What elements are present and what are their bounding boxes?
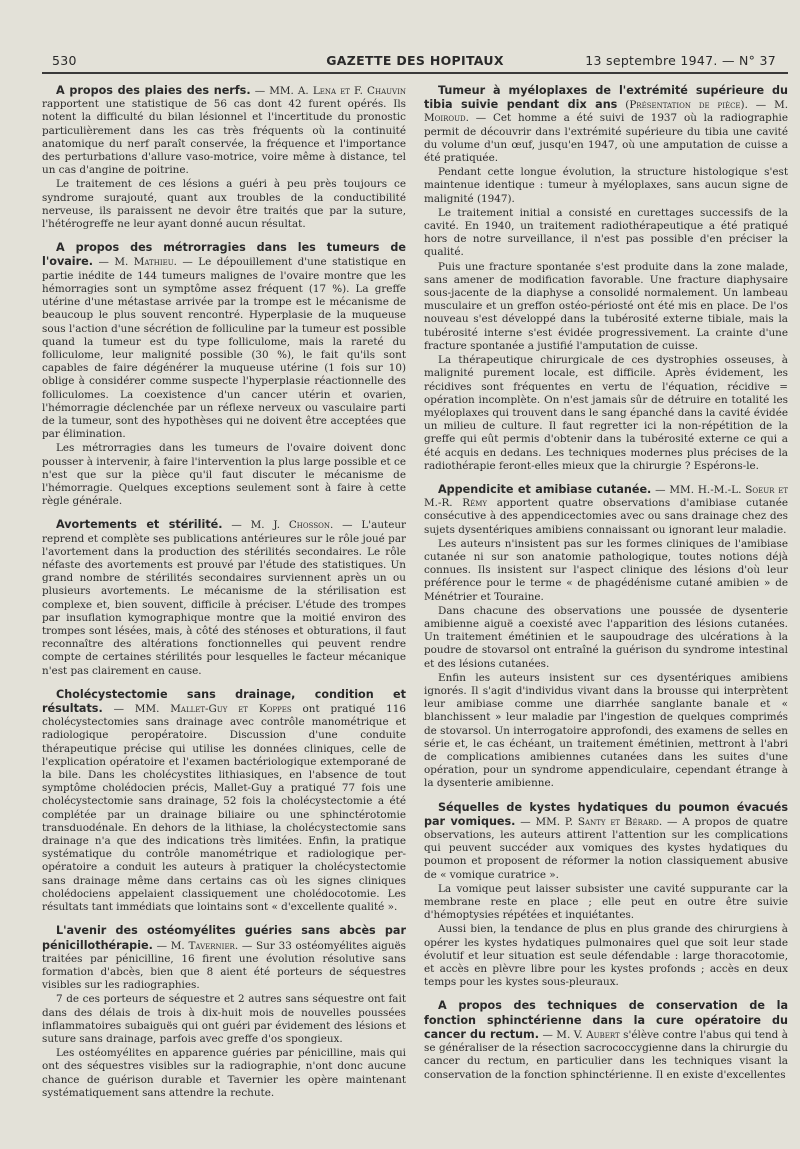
article-paragraph [42,924,406,992]
article-text: Dans chacune des observations une poussée de dysenterie amibienne aiguë a coexisté avec l'apparition des lésions cutanées. Un traitement émétinien et le saupoudrage des ulcérations à la poudre de stovarsol ont entraîné la guérison du syndrome intestinal et des lésions cutanées. [424,604,788,670]
article-text: Les auteurs n'insistent pas sur les formes cliniques de l'amibiase cutanée ni sur son anatomie pathologique, toutes notions déjà connues. Ils insistent sur l'aspect clinique des lésions d'où leur préférence pour le terme « de phagédénisme cutané amibien » de Ménétrier et Touraine. [424,537,788,603]
article-authors: — M. V. Aubert [542,1028,620,1041]
article-item [42,924,406,1100]
article-title: A propos des métrorragies dans les tumeurs de l'ovaire. [42,241,406,269]
article-paragraph [424,999,788,1081]
article-paragraph [424,207,788,260]
article-authors: — M. Tavernier. — [156,939,253,952]
article-text: Le traitement de ces lésions a guéri à peu près toujours ce syndrome surajouté, quant aux troubles de la conductibilité nerveuse, ils paraissent ne devoir être traités que par la suture, l'hétérogreffe ne leur ayant donné aucun résultat. [42,178,406,231]
article-item [42,518,406,677]
article-paragraph [424,883,788,923]
article-paragraph [424,672,788,791]
article-title: Cholécystectomie sans drainage, condition et résultats. [42,687,406,716]
article-paragraph [424,605,788,671]
article-item [424,999,788,1081]
article-text: rapportent une statistique de 56 cas dont 42 furent opérés. Ils notent la difficulté du bilan lésionnel et l'incertitude du pronostic particulièrement dans les cas très fréquents où la continuité anatomique du nerf paraît conservée, la fréquence et l'importance des perturbations d'allure vaso-motrice, voire même à distance, tel un cas d'angine de poitrine. [42,98,406,177]
article-title: Avortements et stérilité. [56,518,223,532]
article-text: 7 de ces porteurs de séquestre et 2 autres sans séquestre ont fait dans des délais de trois à dix-huit mois de nouvelles poussées inflammatoires subaiguës qui ont guéri par évidement des lésions et suture sans drainage, parfois avec greffe d'os spongieux. [42,993,406,1045]
article-text: Le dépouillement d'une statistique en partie inédite de 144 tumeurs malignes de l'ovaire montre que les hémorragies sont un symptôme assez fréquent (17 %). La greffe utérine d'une métastase arrivée par la trompe est le mécanisme de beaucoup le plus souvent rencontré. Hyperplasie de la muqueuse sous l'action d'une sécrétion de folliculine par la tumeur est possible quand la tumeur est du type folliculome, mais la rareté du folliculome, leur malignité possible (30 %), le fait qu'ils sont capables de faire dégénérer la muqueuse utérine (1 fois sur 10) oblige à considérer comme suspecte l'hyperplasie réactionnelle des folliculomes. La coexistence d'un cancer utérin et ovarien, l'hémorragie déclenchée par un réflexe nerveux ou vasculaire parti de la tumeur, sont des hypothèses qui ne doivent être acceptées que par élimination. [42,256,407,441]
article-columns [42,84,788,1110]
article-authors: — M. Mathieu. — [98,256,193,269]
article-title: A propos des plaies des nerfs. [56,84,251,97]
article-paragraph [42,518,406,677]
article-text: Pendant cette longue évolution, la structure histologique s'est maintenue identique : tumeur à myéloplaxes, sans aucun signe de malignité (1947). [424,166,788,205]
article-text: Les ostéomyélites en apparence guéries par pénicilline, mais qui ont des séquestres visibles sur la radiographie, n'ont donc aucune chance de guérison durable et Tavernier les opère maintenant systématiquement sans attendre la rechute. [42,1047,406,1099]
article-authors: (Présentation de pièce). — M. Moiroud. — [424,99,789,125]
article-authors: — MM. A. Lena et F. Chauvin [254,85,406,97]
article-title: Tumeur à myéloplaxes de l'extrémité supérieure du tibia suivie pendant dix ans [424,84,788,112]
article-paragraph [42,241,406,441]
article-text: Le traitement initial a consisté en curettages successifs de la cavité. En 1940, un traitement radiothérapeutique a été pratiqué hors de notre surveillance, il n'est pas possible d'en préciser la qualité. [424,206,788,259]
article-title: Séquelles de kystes hydatiques du poumon évacués par vomiques. [424,800,788,828]
article-text: L'auteur reprend et complète ses publications antérieures sur le rôle joué par l'avortement dans la production des stérilités secondaires. Le rôle néfaste des avortements est prouvé par l'étude des statistiques. Un grand nombre de stérilités secondaires surviennent après un ou plusieurs avortements. Le mécanisme de la stérilisation est complexe et, bien souvent, difficile à préciser. L'étude des trompes par insuflation kymographique montre que la moitié environ des trompes sont lésées, mais, à côté des sténoses et obturations, il faut reconnaître des altérations fonctionnelles qui peuvent rendre compte de certaines stérilités pour lesquelles le facteur mécanique n'est pas clairement en cause. [42,519,407,677]
article-paragraph [424,538,788,604]
article-title: L'avenir des ostéomyélites guéries sans abcès par pénicillothérapie. [42,924,406,952]
article-item [424,801,788,990]
page-header [42,50,788,74]
right-column [424,84,788,1110]
article-text: Aussi bien, la tendance de plus en plus grande des chirurgiens à opérer les kystes hydatiques pulmonaires quel que soit leur stade évolutif et leur situation est seule défendable : large thoracotomie, et accès en plèvre libre pour les kystes profonds ; accès en deux temps pour les kystes sous-pleuraux. [424,923,788,989]
article-title: A propos des techniques de conservation de la fonction sphinctérienne dans la cure opératoire du cancer du rectum. [424,999,788,1041]
article-paragraph [424,166,788,206]
article-paragraph [42,993,406,1046]
article-paragraph [424,84,788,165]
article-paragraph [424,261,788,353]
article-item [42,688,406,914]
article-item [424,84,788,473]
article-text: La vomique peut laisser subsister une cavité suppurante car la membrane reste en place ; elle peut en outre être suivie d'hémoptysies répétées et inquiétantes. [424,882,788,922]
journal-title: GAZETTE DES HOPITAUX [326,53,504,68]
article-paragraph [424,354,788,473]
article-text: A propos de quatre observations, les auteurs attirent l'attention sur les complications qui peuvent succéder aux vomiques des kystes hydatiques du poumon et proposent de réformer la notion classiquement abusive de « vomique curatrice ». [424,815,788,881]
article-title: Appendicite et amibiase cutanée. [438,482,652,496]
issue-date: 13 septembre 1947. — N° 37 [585,53,776,68]
left-column [42,84,406,1110]
article-text: apportent quatre observations d'amibiase cutanée consécutive à des appendicectomies avec ou sans drainage chez des sujets dysentériques amibiens connaissant ou ignorant leur maladie. [424,497,788,536]
article-item [42,84,406,231]
article-paragraph [42,442,406,508]
article-authors: — MM. P. Santy et Bérard. — [520,815,678,828]
article-paragraph [424,801,788,882]
article-authors: — M. J. Chosson. — [231,519,353,532]
article-text: Puis une fracture spontanée s'est produite dans la zone malade, sans amener de modification favorable. Une fracture diaphysaire sous-jacente de la diaphyse a consolidé normalement. Un lambeau musculaire et un greffon ostéo-périosté ont été mis en place. De l'os nouveau s'est développé dans la tubérosité externe tibiale, mais la tubérosité interne s'est évidée progressivement. La crainte d'une fracture spontanée a justifié l'amputation de cuisse. [424,260,788,352]
article-text: ont pratiqué 116 cholécystectomies sans drainage avec contrôle manométrique et radiologique peropératoire. Discussion d'une conduite thérapeutique précise qui utilise les données cliniques, celle de l'explication opératoire et l'examen bactériologique extemporané de la bile. Dans les cholécystites lithiasiques, en l'absence de tout symptôme cholédocien précis, Mallet-Guy a pratiqué 77 fois une cholécystectomie sans drainage, 52 fois la cholécystectomie a été complétée par un drainage biliaire ou une sphinctérotomie transduodénale. En dehors de la lithiase, la cholécystectomie sans drainage n'a que des indications très limitées. Enfin, la pratique systématique du contrôle manométrique et radiologique per-opératoire a conduit les auteurs à pratiquer la cholécystectomie sans drainage même dans certains cas où les signes cliniques cholédociens appelaient classiquement une cholédocotomie. Les résultats tant immédiats que lointains sont « d'excellente qualité ». [42,703,406,914]
article-paragraph [42,1047,406,1100]
article-item [424,483,788,791]
article-text: Les métrorragies dans les tumeurs de l'ovaire doivent donc pousser à intervenir, à faire l'intervention la plus large possible et ce n'est que sur la pièce qu'il faut discuter le mécanisme de l'hémorragie. Quelques exceptions seulement sont à faire à cette règle générale. [42,442,406,508]
article-paragraph [42,688,406,914]
article-paragraph [424,483,788,537]
article-paragraph [42,84,406,177]
article-text: s'élève contre l'abus qui tend à se généraliser de la résection sacrococcygienne dans la chirurgie du cancer du rectum, en particulier dans les techniques visant la conservation de la fonction sphinctérienne. Il en existe d'excellentes [424,1028,788,1081]
article-text: Enfin les auteurs insistent sur ces dysentériques amibiens ignorés. Il s'agit d'individus vivant dans la brousse qui interprètent leur amibiase comme une diarrhée sanglante banale et « blanchissent » leur maladie par l'ingestion de quelques comprimés de stovarsol. Un interrogatoire approfondi, des examens de selles en série et, le cas échéant, un traitement émétinien, mettront à l'abri de complications amibiennes cutanées dans les suites d'une opération, pour un syndrome appendiculaire, cependant étrange à la dysenterie amibienne. [424,671,788,790]
article-text: Cet homme a été suivi de 1937 où la radiographie permit de découvrir dans l'extrémité supérieure du tibia une cavité du volume d'un œuf, jusqu'en 1947, où une amputation de cuisse a été pratiquée. [424,112,788,165]
article-paragraph [42,178,406,231]
article-text: La thérapeutique chirurgicale de ces dystrophies osseuses, à malignité purement locale, est difficile. Après évidement, les récidives sont fréquentes en vertu de l'équation, récidive = opération incomplète. On n'est jamais sûr de détruire en totalité les myéloplaxes qui trouvent dans le sang épanché dans la cavité évidée un milieu de culture. Il faut regretter ici la non-répétition de la greffe qui eût permis d'obtenir dans la tubérosité externe ce qui a été acquis en dedans. Les techniques modernes plus précises de la radiothérapie feront-elles mieux que la chirurgie ? Espérons-le. [424,354,788,472]
article-paragraph [424,923,788,989]
page-number: 530 [52,53,77,68]
article-item [42,241,406,508]
article-authors: — MM. H.-M.-L. Soeur et M.-R. Rémy [424,483,788,510]
article-text: Sur 33 ostéomyélites aiguës traitées par pénicilline, 16 firent une évolution résolutive sans formation d'abcès, bien que 8 aient été porteurs de séquestres visibles sur les radiographies. [42,939,406,992]
article-authors: — MM. Mallet-Guy et Koppes [113,703,292,716]
